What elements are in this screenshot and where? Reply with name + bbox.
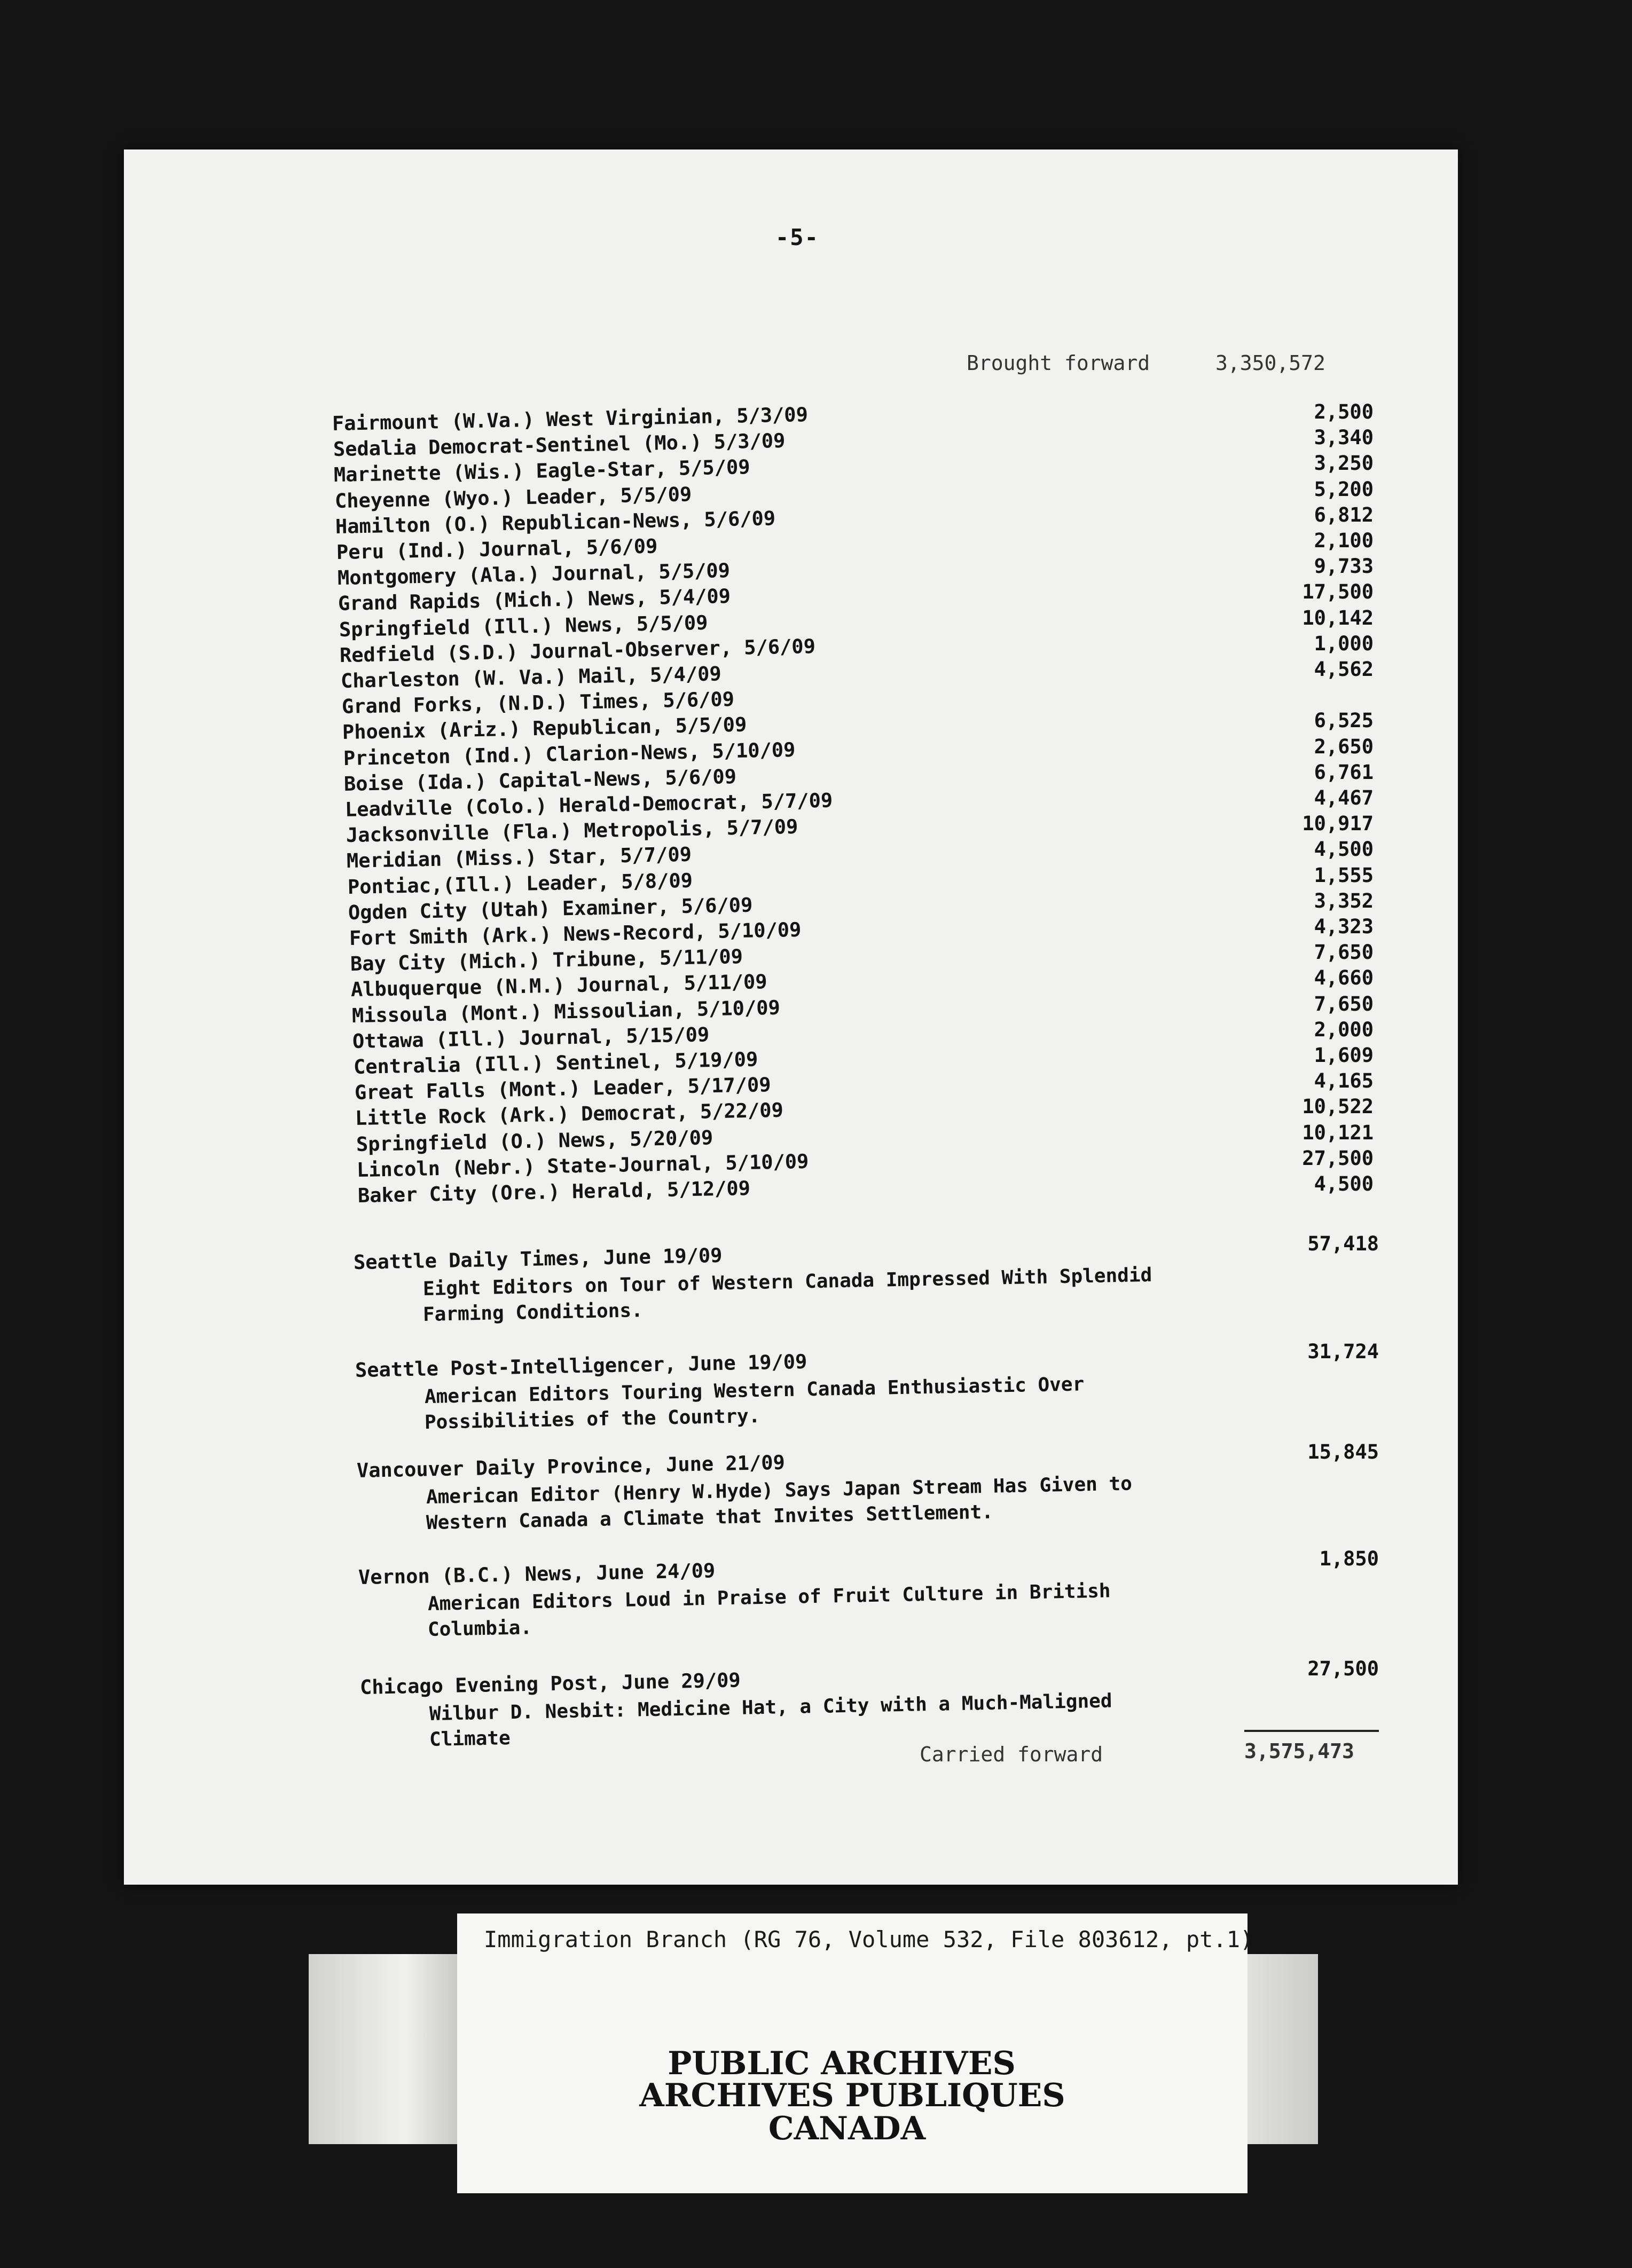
newspaper-entry-value: 3,340 <box>1314 426 1374 450</box>
article-value: 31,724 <box>1307 1340 1379 1363</box>
newspaper-entry: Little Rock (Ark.) Democrat, 5/22/09 <box>355 1098 784 1130</box>
article-value: 1,850 <box>1319 1547 1379 1570</box>
newspaper-entry: Albuquerque (N.M.) Journal, 5/11/09 <box>350 970 768 1002</box>
newspaper-entry-value: 6,525 <box>1314 709 1374 733</box>
newspaper-entry: Boise (Ida.) Capital-News, 5/6/09 <box>343 765 737 796</box>
newspaper-entry: Meridian (Miss.) Star, 5/7/09 <box>346 842 692 873</box>
article-headline-line: Climate <box>429 1727 511 1751</box>
newspaper-entry-value: 27,500 <box>1302 1146 1374 1170</box>
article-headline-line: Western Canada a Climate that Invites Settlement. <box>426 1501 994 1534</box>
article-headline-line: Eight Editors on Tour of Western Canada Impressed With Splendid <box>422 1264 1152 1300</box>
archive-reference: Immigration Branch (RG 76, Volume 532, File 803612, pt.1) <box>484 1926 1254 1952</box>
carried-forward-label: Carried forward <box>920 1743 1103 1766</box>
article-headline-line: Possibilities of the Country. <box>424 1405 760 1434</box>
newspaper-entry-value: 1,000 <box>1314 632 1374 655</box>
article-source: Vernon (B.C.) News, June 24/09 <box>358 1559 716 1589</box>
newspaper-entry-value: 17,500 <box>1302 580 1374 604</box>
newspaper-entry-value: 4,500 <box>1314 1172 1374 1195</box>
newspaper-entry-value: 4,323 <box>1314 915 1374 938</box>
newspaper-entry-value: 6,812 <box>1314 503 1374 526</box>
newspaper-entry-value: 4,467 <box>1314 786 1374 809</box>
newspaper-entry-value: 4,165 <box>1314 1069 1374 1093</box>
brought-forward-label: Brought forward <box>967 351 1150 375</box>
newspaper-entry: Hamilton (O.) Republican-News, 5/6/09 <box>335 506 776 538</box>
newspaper-entry-value: 5,200 <box>1314 477 1374 501</box>
newspaper-entry: Charleston (W. Va.) Mail, 5/4/09 <box>340 662 722 692</box>
article-source: Seattle Post-Intelligencer, June 19/09 <box>355 1350 807 1382</box>
newspaper-entry: Springfield (Ill.) News, 5/5/09 <box>339 611 708 641</box>
newspaper-entry: Centralia (Ill.) Sentinel, 5/19/09 <box>353 1048 758 1078</box>
newspaper-entry: Princeton (Ind.) Clarion-News, 5/10/09 <box>343 738 796 770</box>
newspaper-entry: Bay City (Mich.) Tribune, 5/11/09 <box>350 945 743 976</box>
newspaper-entry-value: 2,650 <box>1314 735 1374 758</box>
page-number: -5- <box>775 224 819 250</box>
newspaper-entry: Peru (Ind.) Journal, 5/6/09 <box>336 534 658 564</box>
newspaper-entry: Jacksonville (Fla.) Metropolis, 5/7/09 <box>346 815 798 847</box>
newspaper-entry-value: 10,917 <box>1302 812 1374 836</box>
article-headline-line: Columbia. <box>427 1617 532 1641</box>
article-headline-line: Wilbur D. Nesbit: Medicine Hat, a City with a Much-Maligned <box>429 1690 1112 1725</box>
newspaper-entry: Ogden City (Utah) Examiner, 5/6/09 <box>348 893 754 924</box>
article-headline-line: American Editors Touring Western Canada Enthusiastic Over <box>424 1373 1085 1408</box>
article-source: Chicago Evening Post, June 29/09 <box>359 1668 741 1699</box>
total-rule <box>1244 1730 1379 1732</box>
newspaper-entry-value: 9,733 <box>1314 555 1374 578</box>
newspaper-entry-value: 1,609 <box>1314 1044 1374 1067</box>
newspaper-entry: Fort Smith (Ark.) News-Record, 5/10/09 <box>349 918 802 950</box>
newspaper-entry: Fairmount (W.Va.) West Virginian, 5/3/09 <box>332 403 809 435</box>
newspaper-entry-value: 4,660 <box>1314 966 1374 990</box>
newspaper-entry-value: 10,522 <box>1302 1095 1374 1119</box>
newspaper-entry-value: 10,142 <box>1302 606 1374 629</box>
newspaper-entry: Leadville (Colo.) Herald-Democrat, 5/7/09 <box>344 789 833 821</box>
article-headline-line: American Editor (Henry W.Hyde) Says Japan Stream Has Given to <box>426 1472 1133 1508</box>
newspaper-entry-value: 3,352 <box>1314 889 1374 912</box>
brought-forward-value: 3,350,572 <box>1215 351 1325 375</box>
newspaper-entry-value: 2,100 <box>1314 529 1374 552</box>
archive-stamp-line-2: ARCHIVES PUBLIQUES <box>639 2077 1065 2114</box>
article-value: 27,500 <box>1307 1657 1379 1680</box>
newspaper-entry: Grand Forks, (N.D.) Times, 5/6/09 <box>341 688 734 719</box>
newspaper-entry: Great Falls (Mont.) Leader, 5/17/09 <box>354 1073 771 1105</box>
newspaper-entry-value: 10,121 <box>1302 1121 1374 1144</box>
newspaper-entry: Marinette (Wis.) Eagle-Star, 5/5/09 <box>333 455 751 487</box>
document-page <box>124 149 1458 1885</box>
article-list <box>124 149 1458 1885</box>
newspaper-entry: Ottawa (Ill.) Journal, 5/15/09 <box>352 1022 710 1053</box>
article-value: 15,845 <box>1307 1440 1379 1463</box>
newspaper-entry: Pontiac,(Ill.) Leader, 5/8/09 <box>347 869 693 899</box>
article-source: Seattle Daily Times, June 19/09 <box>353 1243 723 1274</box>
newspaper-entry: Baker City (Ore.) Herald, 5/12/09 <box>357 1176 751 1207</box>
newspaper-entry-value: 4,500 <box>1314 838 1374 861</box>
newspaper-entry-value: 6,761 <box>1314 760 1374 784</box>
newspaper-entry-value: 2,500 <box>1314 400 1374 423</box>
newspaper-entry-value: 1,555 <box>1314 863 1374 887</box>
carried-forward-value: 3,575,473 <box>1244 1739 1354 1763</box>
article-value: 57,418 <box>1307 1232 1379 1255</box>
newspaper-entry: Montgomery (Ala.) Journal, 5/5/09 <box>337 559 730 590</box>
newspaper-entry: Missoula (Mont.) Missoulian, 5/10/09 <box>351 996 780 1027</box>
newspaper-entry: Sedalia Democrat-Sentinel (Mo.) 5/3/09 <box>333 429 786 461</box>
newspaper-entry-value: 7,650 <box>1314 992 1374 1015</box>
article-headline-line: Farming Conditions. <box>422 1300 644 1326</box>
newspaper-entry: Redfield (S.D.) Journal-Observer, 5/6/09 <box>339 634 816 667</box>
newspaper-entry-value: 3,250 <box>1314 452 1374 475</box>
newspaper-entry: Cheyenne (Wyo.) Leader, 5/5/09 <box>334 482 692 513</box>
newspaper-entry-value: 4,562 <box>1314 658 1374 681</box>
newspaper-entry: Springfield (O.) News, 5/20/09 <box>356 1125 713 1156</box>
tape-left <box>309 1954 469 2144</box>
newspaper-entry-value: 2,000 <box>1314 1018 1374 1041</box>
archive-stamp-line-3: CANADA <box>768 2110 926 2147</box>
article-headline-line: American Editors Loud in Praise of Fruit Culture in British <box>427 1580 1111 1615</box>
archive-stamp-line-1: PUBLIC ARCHIVES <box>668 2045 1016 2082</box>
newspaper-entry-value: 7,650 <box>1314 941 1374 964</box>
newspaper-entry: Lincoln (Nebr.) State-Journal, 5/10/09 <box>356 1149 810 1182</box>
newspaper-entry: Grand Rapids (Mich.) News, 5/4/09 <box>338 585 731 616</box>
newspaper-entry: Phoenix (Ariz.) Republican, 5/5/09 <box>342 713 747 744</box>
article-source: Vancouver Daily Province, June 21/09 <box>356 1451 786 1482</box>
